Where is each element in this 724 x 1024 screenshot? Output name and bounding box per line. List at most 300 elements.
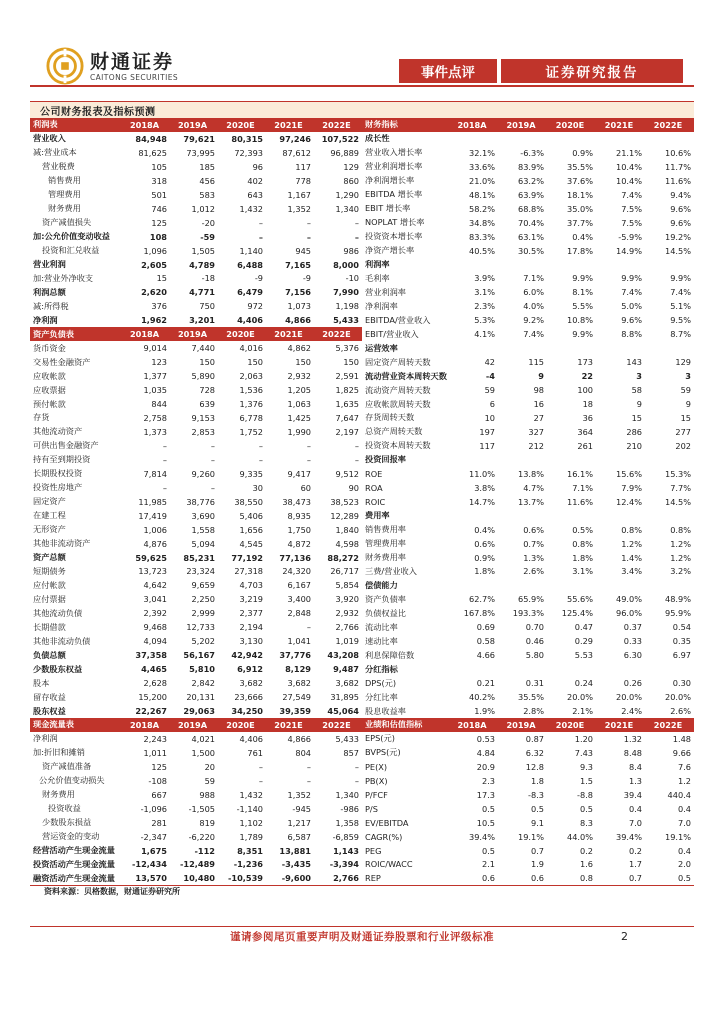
value-cell: 0.5% xyxy=(572,524,593,535)
table-row xyxy=(362,481,694,495)
value-cell: 0.54 xyxy=(672,622,691,633)
value-cell: 38,473 xyxy=(282,496,311,507)
value-cell: 83.3% xyxy=(468,231,495,242)
row-label: NOPLAT 增长率 xyxy=(365,217,425,228)
row-label: EPS(元) xyxy=(365,733,395,744)
value-cell: 12,289 xyxy=(330,510,359,521)
row-label: 费用率 xyxy=(365,510,390,521)
row-label: 少数股东损益 xyxy=(42,817,92,828)
value-cell: – xyxy=(210,482,215,493)
value-cell: 2,932 xyxy=(287,371,311,382)
value-cell: 9.6% xyxy=(621,315,642,326)
value-cell: 0.4 xyxy=(628,803,642,814)
value-cell: 0.2 xyxy=(579,845,593,856)
value-cell: 27,318 xyxy=(234,566,263,577)
value-cell: 0.7 xyxy=(628,873,642,884)
table-row xyxy=(30,188,362,202)
value-cell: 4,703 xyxy=(239,580,263,591)
value-cell: 4,465 xyxy=(141,664,167,675)
value-cell: 80,315 xyxy=(231,133,263,144)
value-cell: 4,642 xyxy=(143,580,167,591)
value-cell: 1,558 xyxy=(191,524,215,535)
value-cell: 1.9 xyxy=(530,859,544,870)
value-cell: 58.2% xyxy=(468,203,495,214)
row-label: 营业利润 xyxy=(33,259,66,269)
value-cell: 0.7% xyxy=(523,538,544,549)
value-cell: 150 xyxy=(199,357,215,368)
row-label: 经营活动产生现金流量 xyxy=(33,845,115,856)
row-label: 投资活动产生现金流量 xyxy=(33,858,115,869)
value-cell: 38,776 xyxy=(186,496,215,507)
year-header-cell: 2019A xyxy=(506,119,536,130)
value-cell: 70.4% xyxy=(517,217,544,228)
year-header-cell: 2020E xyxy=(226,329,255,340)
row-label: REP xyxy=(365,873,381,884)
value-cell: 3,219 xyxy=(239,594,263,605)
table-row xyxy=(30,313,362,327)
row-label: 可供出售金融资产 xyxy=(33,440,99,451)
table-row xyxy=(30,648,362,662)
table-row xyxy=(362,537,694,551)
value-cell: 0.5 xyxy=(677,873,691,884)
value-cell: 15 xyxy=(156,273,167,284)
value-cell: 185 xyxy=(199,161,215,172)
value-cell: 20.0% xyxy=(615,692,642,703)
row-label: 货币资金 xyxy=(33,342,66,353)
value-cell: 9 xyxy=(636,399,642,410)
value-cell: 63.2% xyxy=(517,175,544,186)
value-cell: 1.32 xyxy=(623,733,642,744)
table-row xyxy=(362,551,694,565)
value-cell: 0.6 xyxy=(481,873,495,884)
value-cell: 5.5% xyxy=(572,301,593,312)
value-cell: – xyxy=(258,440,263,451)
value-cell: 844 xyxy=(151,399,167,410)
value-cell: 3 xyxy=(685,371,691,382)
table-row xyxy=(362,676,694,690)
value-cell: 20 xyxy=(204,761,215,772)
value-cell: 2,377 xyxy=(239,608,263,619)
value-cell: -1,236 xyxy=(233,859,263,870)
row-label: ROA xyxy=(365,482,383,493)
table-row xyxy=(30,551,362,565)
value-cell: 6.0% xyxy=(523,287,544,298)
value-cell: 6,778 xyxy=(239,412,263,423)
table-row xyxy=(30,858,362,872)
table-row xyxy=(30,174,362,188)
value-cell: 0.30 xyxy=(672,678,691,689)
value-cell: 11,985 xyxy=(138,496,167,507)
value-cell: 9 xyxy=(538,371,544,382)
value-cell: 42 xyxy=(484,357,495,368)
row-label: EBITDA/营业收入 xyxy=(365,314,431,325)
value-cell: 60 xyxy=(300,482,311,493)
value-cell: 6.97 xyxy=(672,650,691,661)
table-row xyxy=(362,411,694,425)
year-header-cell: 2021E xyxy=(274,719,303,730)
value-cell: 5,433 xyxy=(335,733,359,744)
value-cell: 6 xyxy=(489,399,495,410)
table-row xyxy=(362,858,694,872)
value-cell: 1.3 xyxy=(628,775,642,786)
value-cell: 1,656 xyxy=(239,524,263,535)
value-cell: 15 xyxy=(680,412,691,423)
year-header-cell: 2018A xyxy=(457,119,487,130)
value-cell: -10,539 xyxy=(228,873,263,884)
row-label: ROIC xyxy=(365,496,386,507)
value-cell: – xyxy=(258,231,263,242)
value-cell: 986 xyxy=(343,245,359,256)
value-cell: 39.4% xyxy=(615,831,642,842)
value-cell: 2,758 xyxy=(143,412,167,423)
table-row xyxy=(30,760,362,774)
value-cell: -4 xyxy=(485,371,495,382)
row-label: 管理费用率 xyxy=(365,538,406,549)
table-row xyxy=(362,132,694,146)
value-cell: 15,200 xyxy=(138,692,167,703)
value-cell: 14.7% xyxy=(468,496,495,507)
footer-divider xyxy=(30,926,694,927)
row-label: PEG xyxy=(365,845,382,856)
year-header-cell: 2021E xyxy=(604,119,634,130)
table-row xyxy=(362,383,694,397)
value-cell: 1,505 xyxy=(191,245,215,256)
value-cell: 9,512 xyxy=(335,468,359,479)
table-row xyxy=(362,369,694,383)
value-cell: -9 xyxy=(302,273,311,284)
value-cell: 2,766 xyxy=(333,873,359,884)
value-cell: 22 xyxy=(581,371,593,382)
value-cell: 5,433 xyxy=(333,315,359,326)
value-cell: 26,717 xyxy=(330,566,359,577)
table-row xyxy=(362,592,694,606)
row-label: 净利润 xyxy=(33,314,58,325)
table-row xyxy=(30,830,362,844)
year-header-cell: 2022E xyxy=(322,719,351,730)
value-cell: 125 xyxy=(151,761,167,772)
value-cell: 501 xyxy=(151,189,167,200)
value-cell: 44.0% xyxy=(566,831,593,842)
table-row xyxy=(30,299,362,313)
table-row xyxy=(30,202,362,216)
row-label: 其他流动负债 xyxy=(33,607,83,618)
value-cell: 4,789 xyxy=(189,259,215,270)
value-cell: 1.9% xyxy=(474,706,495,716)
value-cell: 20.0% xyxy=(566,692,593,703)
value-cell: 38,550 xyxy=(234,496,263,507)
header-tags xyxy=(399,59,683,83)
table-row xyxy=(30,774,362,788)
value-cell: 0.21 xyxy=(476,678,495,689)
value-cell: 117 xyxy=(295,161,311,172)
value-cell: 5.80 xyxy=(525,650,544,661)
value-cell: 1,011 xyxy=(143,747,167,758)
value-cell: 2,932 xyxy=(335,608,359,619)
row-label: 财务指标 xyxy=(365,119,398,130)
table-header-row xyxy=(362,718,694,732)
row-label: 股息收益率 xyxy=(365,705,406,716)
value-cell: 8.3 xyxy=(579,817,593,828)
value-cell: 1.2% xyxy=(621,538,642,549)
value-cell: 4,872 xyxy=(287,538,311,549)
value-cell: 10 xyxy=(484,412,495,423)
table-row xyxy=(30,578,362,592)
value-cell: 13,881 xyxy=(279,845,311,856)
value-cell: 11.6% xyxy=(566,496,593,507)
value-cell: 90 xyxy=(348,482,359,493)
value-cell: 1,962 xyxy=(141,315,167,326)
year-header-cell: 2018A xyxy=(129,719,160,730)
value-cell: 16 xyxy=(533,399,544,410)
value-cell: 27 xyxy=(533,412,544,423)
value-cell: 73,995 xyxy=(186,147,215,158)
table-row xyxy=(362,341,694,355)
value-cell: 3,201 xyxy=(189,315,215,326)
logo-name-cn: 财通证券 xyxy=(90,50,175,73)
table-header-row xyxy=(30,718,362,732)
row-label: P/S xyxy=(365,803,378,814)
table-row xyxy=(30,565,362,579)
value-cell: 5,094 xyxy=(191,538,215,549)
table-row xyxy=(30,397,362,411)
row-label: EV/EBITDA xyxy=(365,817,409,828)
row-label: 交易性金融资产 xyxy=(33,356,91,367)
table-row xyxy=(362,578,694,592)
table-row xyxy=(362,774,694,788)
row-label: 利润率 xyxy=(365,259,390,269)
row-label: 短期债务 xyxy=(33,565,66,576)
table-row xyxy=(362,871,694,885)
table-row xyxy=(30,146,362,160)
value-cell: 4,866 xyxy=(287,733,311,744)
table-row xyxy=(30,844,362,858)
value-cell: 96.0% xyxy=(615,608,642,619)
year-header-cell: 2020E xyxy=(555,719,585,730)
year-header-cell: 2018A xyxy=(129,119,160,130)
table-row xyxy=(30,467,362,481)
row-label: 营业收入增长率 xyxy=(365,147,423,158)
table-row xyxy=(362,788,694,802)
row-label: 利息保障倍数 xyxy=(365,649,415,660)
year-header-cell: 2020E xyxy=(226,719,255,730)
value-cell: -10 xyxy=(345,273,359,284)
table-row xyxy=(30,244,362,258)
table-row xyxy=(30,285,362,299)
value-cell: 98 xyxy=(533,385,544,396)
value-cell: 0.46 xyxy=(525,636,544,647)
year-header-cell: 2019A xyxy=(506,719,536,730)
value-cell: 12,733 xyxy=(186,622,215,633)
value-cell: 35.5% xyxy=(566,161,593,172)
value-cell: 261 xyxy=(577,440,593,451)
financial-tables xyxy=(30,118,694,886)
table-row xyxy=(30,523,362,537)
value-cell: 1,140 xyxy=(239,245,263,256)
value-cell: 5,376 xyxy=(335,343,359,354)
value-cell: – xyxy=(258,775,263,786)
value-cell: 9,260 xyxy=(191,468,215,479)
table-row xyxy=(30,732,362,746)
value-cell: 63.9% xyxy=(517,189,544,200)
row-label: EBIT 增长率 xyxy=(365,203,411,214)
value-cell: 0.5 xyxy=(481,845,495,856)
value-cell: 84,948 xyxy=(135,133,167,144)
value-cell: -112 xyxy=(194,845,215,856)
row-label: 其他流动资产 xyxy=(33,426,83,437)
row-label: 加:营业外净收支 xyxy=(33,272,94,283)
value-cell: 1.8% xyxy=(474,566,495,577)
value-cell: 9,335 xyxy=(239,468,263,479)
value-cell: 17.3 xyxy=(476,789,495,800)
value-cell: 11.7% xyxy=(664,161,691,172)
value-cell: 2,766 xyxy=(335,622,359,633)
value-cell: 1,500 xyxy=(191,747,215,758)
value-cell: 4.0% xyxy=(523,301,544,312)
value-cell: 8.8% xyxy=(621,329,642,340)
table-row xyxy=(30,383,362,397)
value-cell: 16.1% xyxy=(566,468,593,479)
year-header-cell: 2022E xyxy=(322,119,351,130)
value-cell: 2,848 xyxy=(287,608,311,619)
value-cell: 2.0 xyxy=(677,859,691,870)
table-row xyxy=(362,662,694,676)
value-cell: 29,063 xyxy=(183,706,215,716)
value-cell: 7.0 xyxy=(677,817,691,828)
value-cell: 2,194 xyxy=(239,622,263,633)
row-label: ROIC/WACC xyxy=(365,859,413,870)
value-cell: – xyxy=(306,440,311,451)
value-cell: 193.3% xyxy=(512,608,544,619)
value-cell: 0.4 xyxy=(677,803,691,814)
row-label: 速动比率 xyxy=(365,635,398,646)
value-cell: 0.31 xyxy=(525,678,544,689)
value-cell: 14.5% xyxy=(664,496,691,507)
value-cell: 583 xyxy=(199,189,215,200)
value-cell: 2,197 xyxy=(335,426,359,437)
value-cell: 20.0% xyxy=(664,692,691,703)
value-cell: 0.8% xyxy=(572,538,593,549)
table-header-row xyxy=(30,118,362,132)
value-cell: 667 xyxy=(151,789,167,800)
year-header-cell: 2019A xyxy=(177,119,208,130)
value-cell: 10.6% xyxy=(664,147,691,158)
table-row xyxy=(362,523,694,537)
value-cell: 9,468 xyxy=(143,622,167,633)
row-label: 业绩和估值指标 xyxy=(365,719,423,730)
value-cell: 3,130 xyxy=(239,636,263,647)
value-cell: 7.0 xyxy=(628,817,642,828)
value-cell: – xyxy=(354,761,359,772)
logo-emblem-icon xyxy=(46,47,84,85)
year-header-cell: 2018A xyxy=(129,329,160,340)
value-cell: 77,192 xyxy=(231,552,263,563)
row-label: PB(X) xyxy=(365,775,388,786)
row-label: 利润总额 xyxy=(33,286,66,297)
value-cell: 1,143 xyxy=(333,845,359,856)
value-cell: 2,842 xyxy=(191,678,215,689)
value-cell: 5,406 xyxy=(239,510,263,521)
value-cell: 1,635 xyxy=(335,399,359,410)
value-cell: – xyxy=(354,231,359,242)
row-label: 资产总额 xyxy=(33,552,66,563)
value-cell: 8.7% xyxy=(670,329,691,340)
value-cell: 12.8 xyxy=(525,761,544,772)
row-label: 成长性 xyxy=(365,133,390,144)
row-label: 三费/营业收入 xyxy=(365,565,417,576)
value-cell: 4,866 xyxy=(285,315,311,326)
value-cell: 1,217 xyxy=(287,817,311,828)
year-header-cell: 2019A xyxy=(177,719,208,730)
value-cell: 83.9% xyxy=(517,161,544,172)
value-cell: -1,140 xyxy=(236,803,263,814)
year-header-cell: 2021E xyxy=(274,119,303,130)
row-label: 财务费用 xyxy=(48,203,81,214)
section-title-strip xyxy=(30,101,694,118)
value-cell: 2,605 xyxy=(141,259,167,270)
value-cell: – xyxy=(306,454,311,465)
value-cell: 1.48 xyxy=(672,733,691,744)
value-cell: 2.6% xyxy=(670,706,691,716)
value-cell: – xyxy=(162,440,167,451)
value-cell: -6,859 xyxy=(332,831,359,842)
row-label: ROE xyxy=(365,468,383,479)
table-row xyxy=(362,565,694,579)
value-cell: 9,487 xyxy=(333,664,359,675)
row-label: 投资资本周转天数 xyxy=(365,440,431,451)
value-cell: 3,920 xyxy=(335,594,359,605)
table-row xyxy=(30,439,362,453)
value-cell: 456 xyxy=(199,175,215,186)
value-cell: -945 xyxy=(292,803,311,814)
value-cell: 5,890 xyxy=(191,371,215,382)
value-cell: 0.37 xyxy=(623,622,642,633)
value-cell: – xyxy=(258,454,263,465)
row-label: 减:营业成本 xyxy=(33,147,77,158)
value-cell: -1,096 xyxy=(140,803,167,814)
value-cell: 1,840 xyxy=(335,524,359,535)
table-row xyxy=(362,146,694,160)
row-label: 融资活动产生现金流量 xyxy=(33,872,115,883)
value-cell: 1,102 xyxy=(239,817,263,828)
year-header-cell: 2018A xyxy=(457,719,487,730)
value-cell: 7.7% xyxy=(670,482,691,493)
value-cell: 97,246 xyxy=(279,133,311,144)
value-cell: 327 xyxy=(528,426,544,437)
value-cell: 167.8% xyxy=(463,608,495,619)
value-cell: – xyxy=(162,454,167,465)
value-cell: 79,621 xyxy=(183,133,215,144)
value-cell: 945 xyxy=(295,245,311,256)
value-cell: 9,417 xyxy=(287,468,311,479)
row-label: 财务费用 xyxy=(42,789,75,800)
row-label: 流动营业资本周转天数 xyxy=(365,370,447,381)
value-cell: 197 xyxy=(479,426,495,437)
row-label: 股东权益 xyxy=(33,705,66,716)
value-cell: 3.4% xyxy=(621,566,642,577)
value-cell: 804 xyxy=(295,747,311,758)
row-label: P/FCF xyxy=(365,789,388,800)
table-row xyxy=(362,467,694,481)
value-cell: 9.66 xyxy=(672,747,691,758)
table-row xyxy=(30,132,362,146)
value-cell: – xyxy=(306,231,311,242)
value-cell: 3 xyxy=(636,371,642,382)
value-cell: -12,434 xyxy=(132,859,167,870)
value-cell: 30 xyxy=(252,482,263,493)
value-cell: 5.1% xyxy=(670,301,691,312)
table-row xyxy=(30,495,362,509)
value-cell: 1,063 xyxy=(287,399,311,410)
